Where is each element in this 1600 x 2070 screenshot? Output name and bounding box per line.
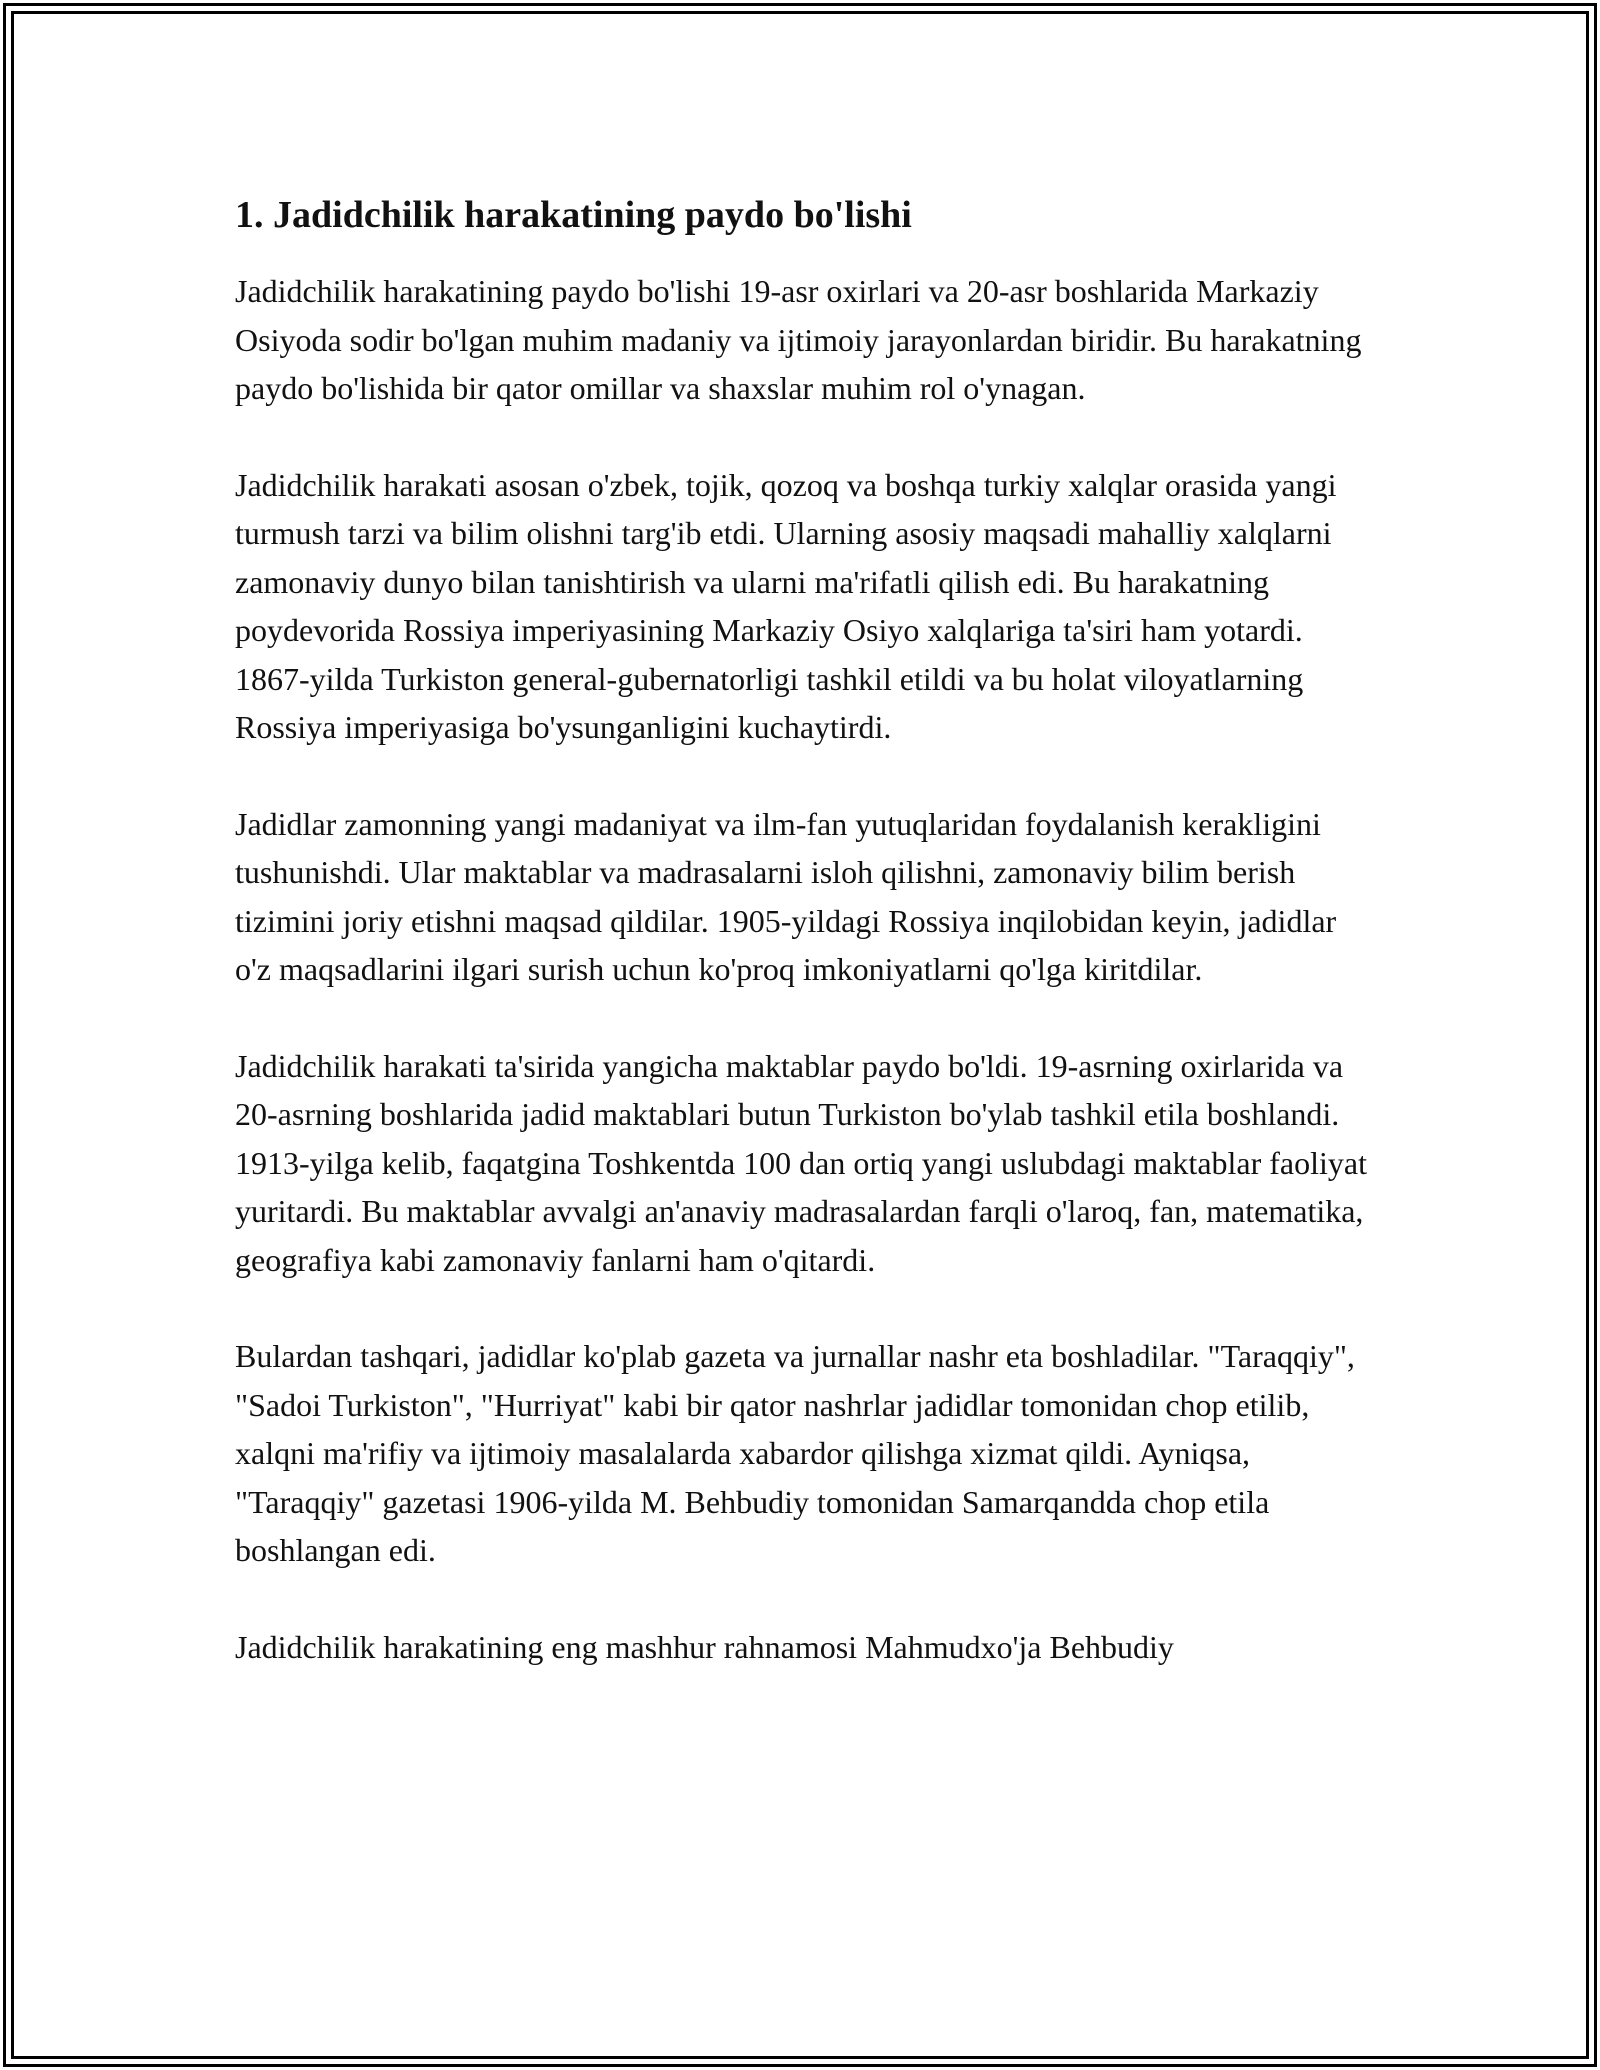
paragraph-6: Jadidchilik harakatining eng mashhur rahnamosi Mahmudxo'ja Behbudiy [235, 1628, 1174, 1665]
paragraph-1: Jadidchilik harakatining paydo bo'lishi 19-asr oxirlari va 20-asr boshlarida Markaziy Osiyoda sodir bo'lgan muhim madaniy va ijtimoiy jarayonlardan biridir. Bu harakatning paydo bo'lishida bir qator omillar va shaxslar muhim rol o'ynagan. [235, 273, 1362, 406]
document-body [235, 185, 1375, 1719]
paragraph-2: Jadidchilik harakati asosan o'zbek, tojik, qozoq va boshqa turkiy xalqlar orasida yangi turmush tarzi va bilim olishni targ'ib etdi. Ularning asosiy maqsadi mahalliy xalqlarni zamonaviy dunyo bilan tanishtirish va ularni ma'rifatli qilish edi. Bu harakatning poydevorida Rossiya imperiyasining Markaziy Osiyo xalqlariga ta'siri ham yotardi. 1867-yilda Turkiston general-gubernatorligi tashkil etildi va bu holat viloyatlarning Rossiya imperiyasiga bo'ysunganligini kuchaytirdi. [235, 466, 1337, 745]
paragraph-4: Jadidchilik harakati ta'sirida yangicha maktablar paydo bo'ldi. 19-asrning oxirlarida va 20-asrning boshlarida jadid maktablari butun Turkiston bo'ylab tashkil etila boshlandi. 1913-yilga kelib, faqatgina Toshkentda 100 dan ortiq yangi uslubdagi maktablar faoliyat yuritardi. Bu maktablar avvalgi an'anaviy madrasalardan farqli o'laroq, fan, matematika, geografiya kabi zamonaviy fanlarni ham o'qitardi. [235, 1047, 1367, 1278]
paragraph-5: Bulardan tashqari, jadidlar ko'plab gazeta va jurnallar nashr eta boshladilar. "Taraqqiy", "Sadoi Turkiston", "Hurriyat" kabi bir qator nashrlar jadidlar tomonidan chop etilib, xalqni ma'rifiy va ijtimoiy masalalarda xabardor qilishga xizmat qildi. Ayniqsa, "Taraqqiy" gazetasi 1906-yilda M. Behbudiy tomonidan Samarqandda chop etila boshlangan edi. [235, 1338, 1355, 1568]
section-heading: 1. Jadidchilik harakatining paydo bo'lishi [235, 194, 912, 236]
paragraph-3: Jadidlar zamonning yangi madaniyat va ilm-fan yutuqlaridan foydalanish kerakligini tushunishdi. Ular maktablar va madrasalarni isloh qilishni, zamonaviy bilim berish tizimini joriy etishni maqsad qildilar. 1905-yildagi Rossiya inqilobidan keyin, jadidlar o'z maqsadlarini ilgari surish uchun ko'proq imkoniyatlarni qo'lga kiritdilar. [235, 805, 1337, 987]
